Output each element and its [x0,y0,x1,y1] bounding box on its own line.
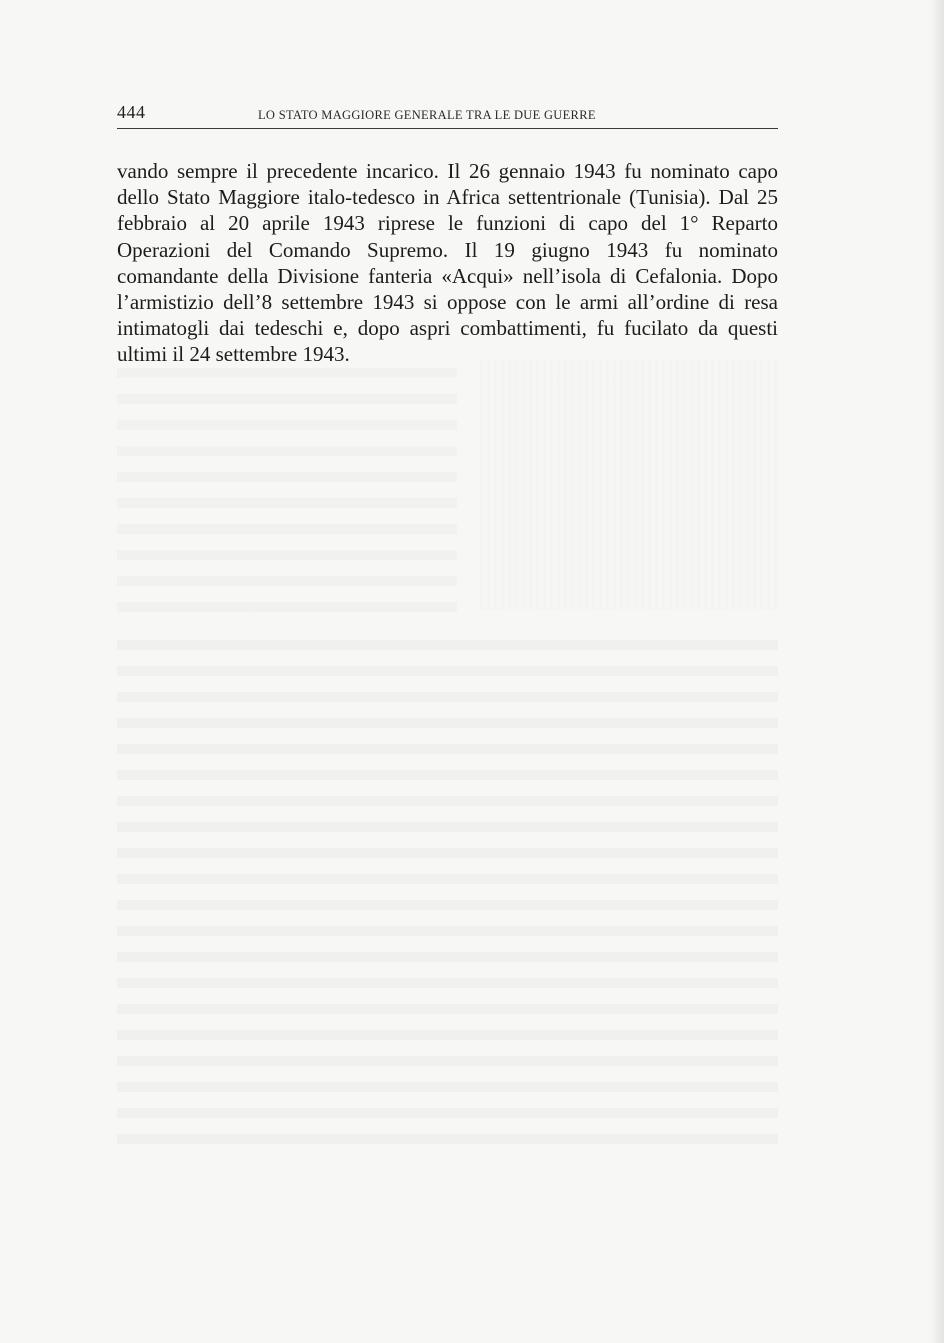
body-paragraph: vando sempre il precedente incarico. Il 26 gennaio 1943 fu nominato capo dello Stato Maggiore italo-tedesco in Africa settentrionale (Tunisia). Dal 25 febbraio al 20 aprile 1943 riprese le funzioni di capo del 1° Reparto Operazioni del Comando Supremo. Il 19 giugno 1943 fu nominato comandante della Divisione fanteria «Acqui» nell’isola di Cefalonia. Dopo l’armistizio dell’8 settembre 1943 si oppose con le armi all’ordine di resa intimatogli dai tedeschi e, dopo aspri combattimenti, fu fucilato da questi ultimi il 24 settembre 1943. [117,159,778,367]
page-number: 444 [117,102,146,122]
bleed-through-text-left [117,368,457,618]
bleed-through-text [117,640,778,1160]
running-head: LO STATO MAGGIORE GENERALE TRA LE DUE GUERRE [258,108,596,122]
page-header [117,100,778,129]
page-edge-shadow [930,0,944,1343]
bleed-through-photo [480,360,778,610]
